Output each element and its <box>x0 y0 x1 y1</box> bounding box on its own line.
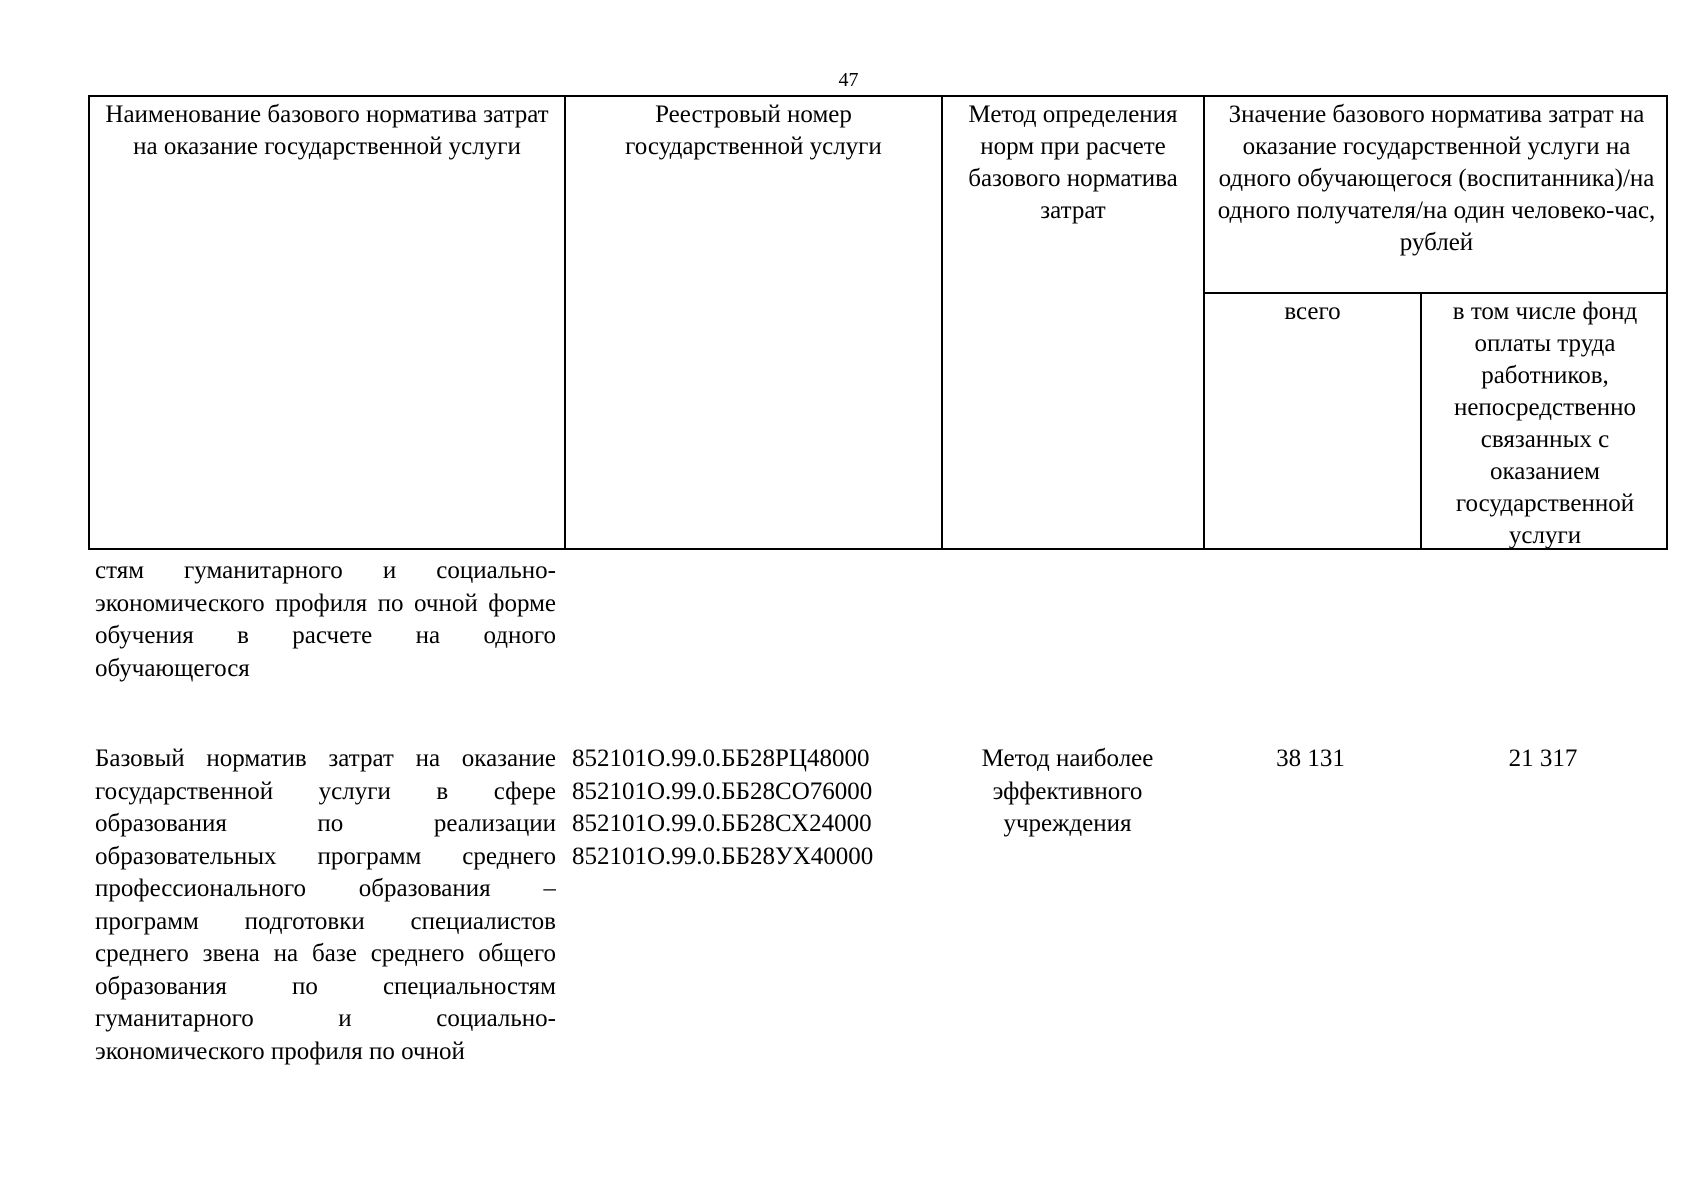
continuation-text: стям гуманитарного и социально-экономического профиля по очной форме обучения в расчете на одного обучающегося <box>95 557 556 682</box>
registry-code: 852101О.99.0.ББ28УХ40000 <box>572 842 874 870</box>
row-name: Базовый норматив затрат на оказание государственной услуги в сфере образования по реализации образовательных программ среднего профессионального образования – программ подготовки специалистов среднего звена на базе среднего общего образования по специальностям гуманитарного и социально-экономического профиля по очной <box>95 745 556 1065</box>
header-total: всего <box>1284 298 1341 325</box>
header-registry: Реестровый номер государственной услуги <box>625 101 882 160</box>
table-header <box>88 95 1668 550</box>
registry-code: 852101О.99.0.ББ28СХ24000 <box>572 810 872 837</box>
row-method: Метод наиболее эффективного учреждения <box>981 745 1154 837</box>
registry-codes <box>572 743 873 873</box>
registry-code: 852101О.99.0.ББ28СО76000 <box>572 777 873 805</box>
column-divider <box>564 97 566 548</box>
registry-code: 852101О.99.0.ББ28РЦ48000 <box>572 745 870 772</box>
page-number: 47 <box>838 69 859 91</box>
row-total: 38 131 <box>1276 745 1345 772</box>
row-wage: 21 317 <box>1508 745 1578 772</box>
header-wage: в том числе фонд оплаты труда работников, непосредственно связанных с оказанием государственной услуги <box>1452 298 1638 549</box>
header-method: Метод определения норм при расчете базового норматива затрат <box>968 101 1178 224</box>
header-name: Наименование базового норматива затрат на оказание государственной услуги <box>105 101 549 160</box>
header-value: Значение базового норматива затрат на оказание государственной услуги на одного обучающегося (воспитанника)/на одного получателя/на один человеко-час, рублей <box>1217 101 1656 256</box>
